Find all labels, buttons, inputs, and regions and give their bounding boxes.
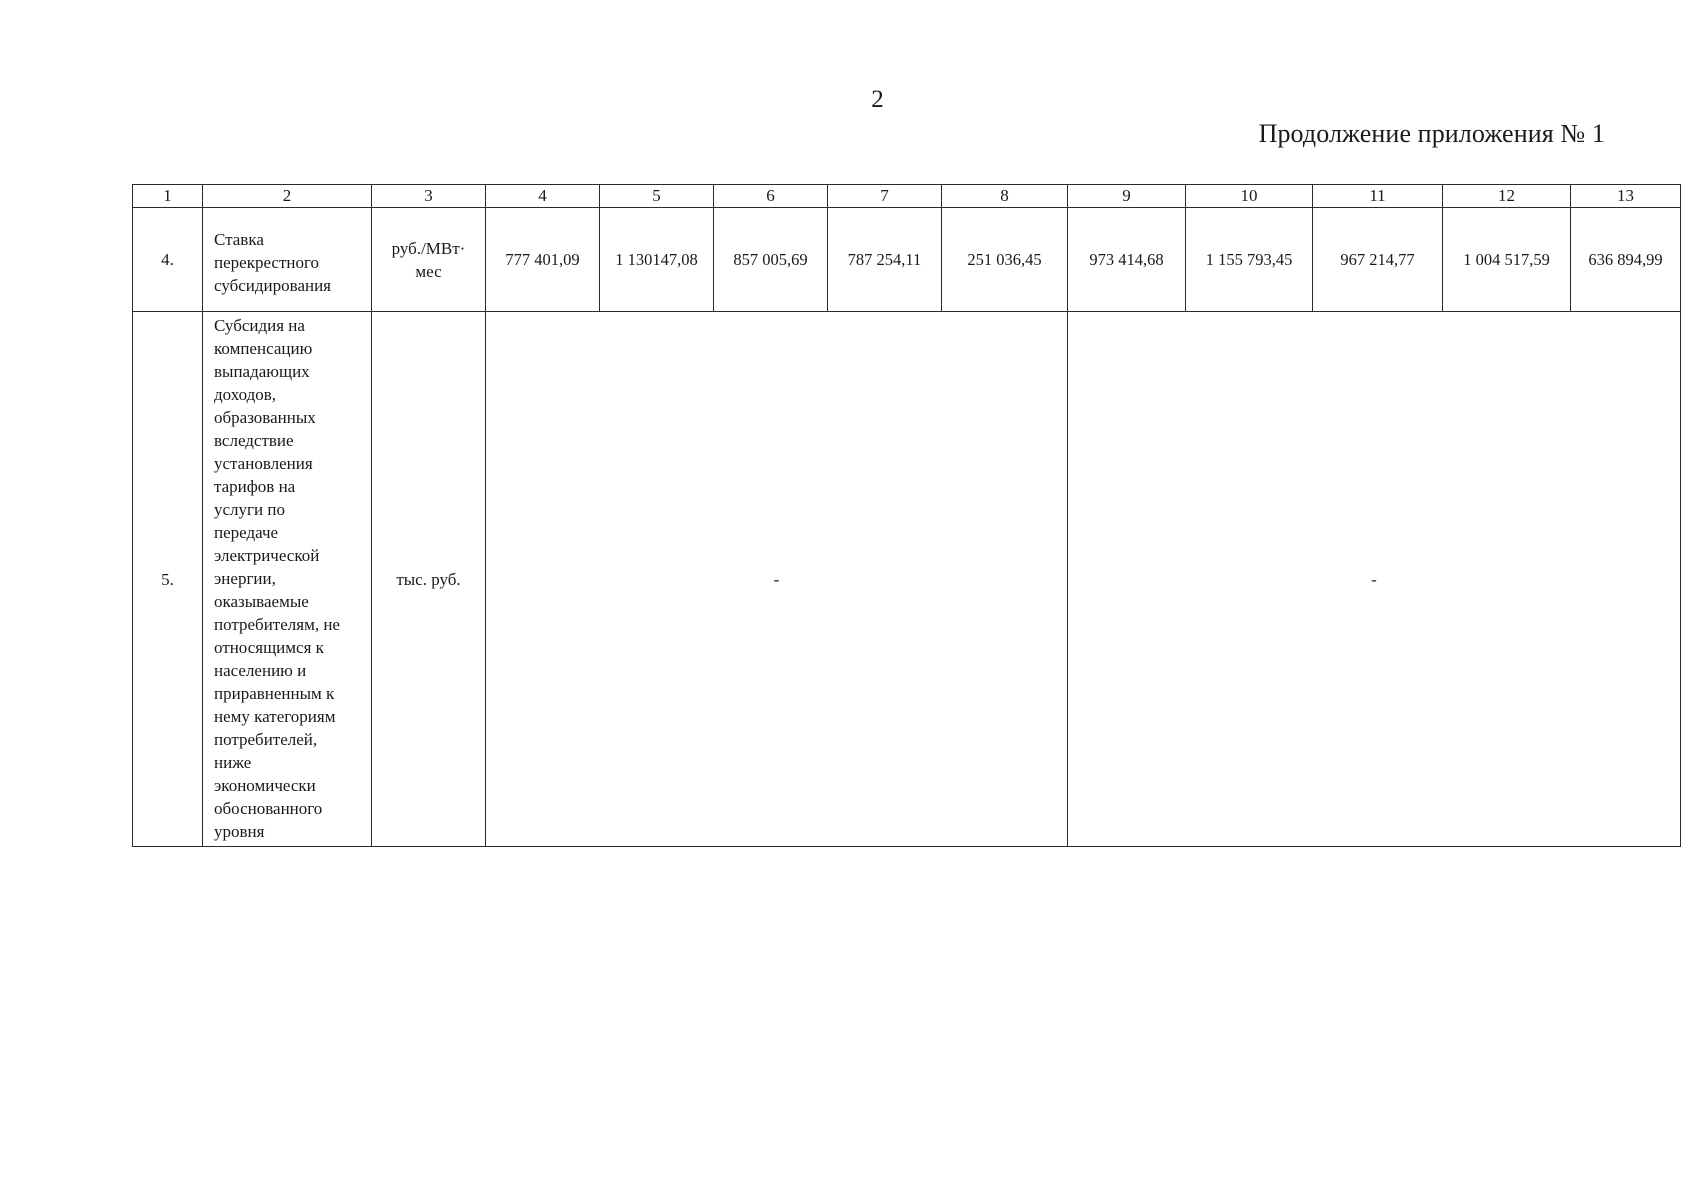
row-name-line: передаче (214, 523, 279, 542)
value-cell: 973 414,68 (1068, 208, 1186, 312)
row-name-line: обоснованного (214, 799, 323, 818)
row-name-line: электрической (214, 546, 320, 565)
value-cell: 857 005,69 (714, 208, 828, 312)
row-name-line: оказываемые (214, 592, 309, 611)
row-name-line: населению и (214, 661, 307, 680)
row-name-line: доходов, (214, 385, 277, 404)
row-name-line: Ставка (214, 230, 264, 249)
row-number: 4. (133, 208, 203, 312)
column-number: 3 (372, 185, 486, 208)
unit-cell (372, 208, 486, 312)
row-name-line: нему категориям (214, 707, 336, 726)
column-number-row (133, 185, 1681, 208)
value-cell: 1 155 793,45 (1186, 208, 1313, 312)
row-name-line: энергии, (214, 569, 276, 588)
page-number: 2 (871, 86, 884, 113)
row-name-line: потребителям, не (214, 615, 340, 634)
table-row (133, 208, 1681, 312)
row-name-line: установления (214, 454, 313, 473)
column-number: 5 (600, 185, 714, 208)
row-name-line: Субсидия на (214, 316, 305, 335)
merged-value-cell: - (1068, 312, 1681, 847)
column-number: 8 (942, 185, 1068, 208)
row-name-line: услуги по (214, 500, 285, 519)
merged-value-cell: - (486, 312, 1068, 847)
value-cell: 1 130147,08 (600, 208, 714, 312)
unit-line: руб./МВт· (391, 238, 466, 258)
row-name-line: вследствие (214, 431, 294, 450)
value-cell: 251 036,45 (942, 208, 1068, 312)
row-name (203, 208, 372, 312)
value-cell: 967 214,77 (1313, 208, 1443, 312)
value-cell: 636 894,99 (1571, 208, 1681, 312)
row-name-line: тарифов на (214, 477, 296, 496)
column-number: 9 (1068, 185, 1186, 208)
column-number: 10 (1186, 185, 1313, 208)
tariff-table (132, 184, 1681, 847)
row-name-line: потребителей, (214, 730, 318, 749)
column-number: 4 (486, 185, 600, 208)
column-number: 1 (133, 185, 203, 208)
row-name (203, 312, 372, 847)
column-number: 7 (828, 185, 942, 208)
row-name-line: компенсацию (214, 339, 313, 358)
value-cell: 1 004 517,59 (1443, 208, 1571, 312)
value-cell: 787 254,11 (828, 208, 942, 312)
row-name-line: субсидирования (214, 276, 331, 295)
table-row (133, 312, 1681, 847)
column-number: 13 (1571, 185, 1681, 208)
unit-line: мес (415, 261, 442, 281)
continuation-title: Продолжение приложения № 1 (1258, 119, 1605, 148)
row-name-line: выпадающих (214, 362, 310, 381)
row-name-line: образованных (214, 408, 316, 427)
column-number: 2 (203, 185, 372, 208)
row-name-line: приравненным к (214, 684, 335, 703)
row-name-line: относящимся к (214, 638, 324, 657)
row-name-line: перекрестного (214, 253, 320, 272)
column-number: 6 (714, 185, 828, 208)
unit-cell: тыс. руб. (372, 312, 486, 847)
column-number: 11 (1313, 185, 1443, 208)
value-cell: 777 401,09 (486, 208, 600, 312)
row-name-line: уровня (214, 822, 265, 841)
row-name-line: экономически (214, 776, 316, 795)
column-number: 12 (1443, 185, 1571, 208)
row-number: 5. (133, 312, 203, 847)
row-name-line: ниже (214, 753, 252, 772)
